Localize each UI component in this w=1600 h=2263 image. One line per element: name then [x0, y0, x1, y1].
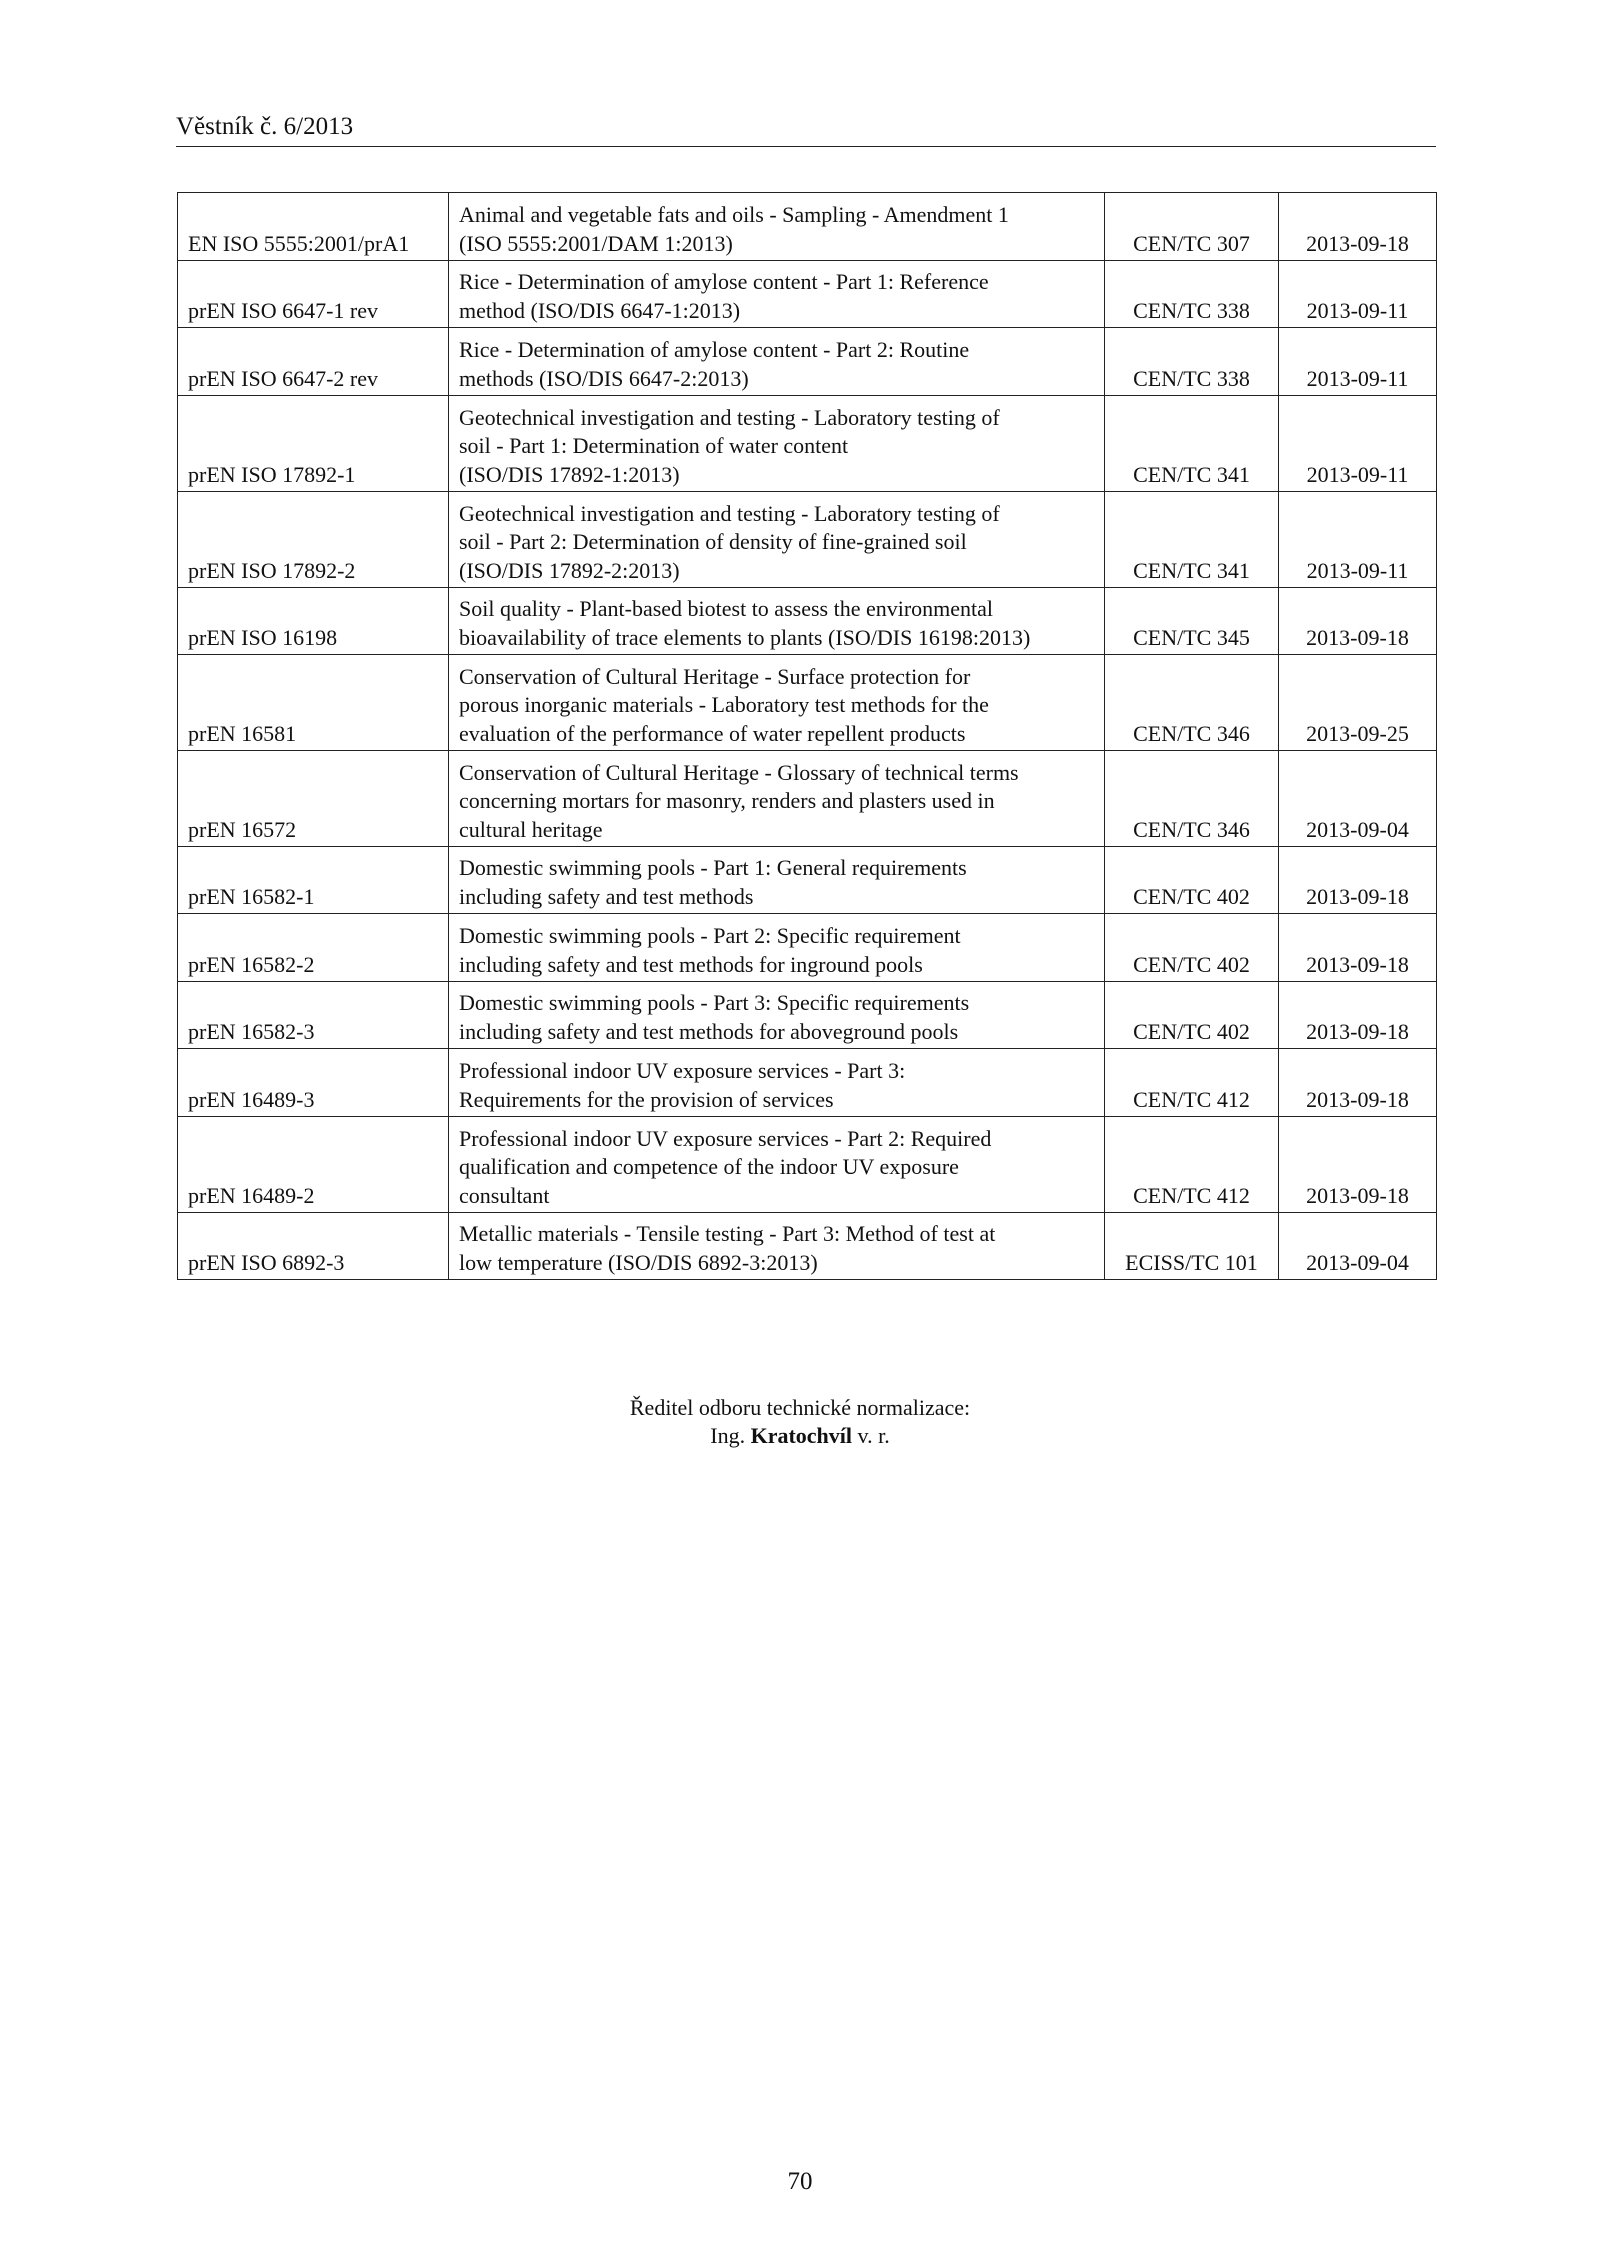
- table-row: [178, 914, 1437, 982]
- standard-code-cell: prEN ISO 17892-1: [178, 396, 449, 492]
- standard-title-cell: Rice - Determination of amylose content - Part 2: Routine methods (ISO/DIS 6647-2:2013): [449, 328, 1105, 396]
- signature-role: Ředitel odboru technické normalizace:: [629, 1395, 971, 1420]
- table-row: [178, 492, 1437, 588]
- standard-title-cell: Soil quality - Plant-based biotest to assess the environmental bioavailability of trace elements to plants (ISO/DIS 16198:2013): [449, 588, 1105, 655]
- table-row: [178, 328, 1437, 396]
- page-number: 70: [787, 2168, 813, 2195]
- table-row: [178, 1117, 1437, 1213]
- table-row: [178, 655, 1437, 751]
- date-cell: 2013-09-25: [1279, 655, 1437, 751]
- date-cell: 2013-09-18: [1279, 914, 1437, 982]
- standard-title-cell: Metallic materials - Tensile testing - Part 3: Method of test at low temperature (ISO/DIS 6892-3:2013): [449, 1213, 1105, 1280]
- standard-code-cell: prEN 16572: [178, 751, 449, 847]
- committee-cell: CEN/TC 402: [1105, 982, 1279, 1049]
- date-cell: 2013-09-18: [1279, 847, 1437, 914]
- standard-title-cell: Domestic swimming pools - Part 3: Specific requirements including safety and test methods for aboveground pools: [449, 982, 1105, 1049]
- standard-code-cell: prEN ISO 6892-3: [178, 1213, 449, 1280]
- standard-title-cell: Domestic swimming pools - Part 1: General requirements including safety and test methods: [449, 847, 1105, 914]
- date-cell: 2013-09-11: [1279, 261, 1437, 328]
- committee-cell: CEN/TC 412: [1105, 1117, 1279, 1213]
- standard-code-cell: prEN 16581: [178, 655, 449, 751]
- committee-cell: CEN/TC 341: [1105, 492, 1279, 588]
- date-cell: 2013-09-11: [1279, 328, 1437, 396]
- committee-cell: CEN/TC 341: [1105, 396, 1279, 492]
- standard-title-cell: Conservation of Cultural Heritage - Surface protection for porous inorganic materials - Laboratory test methods for the evaluation of the performance of water repellent products: [449, 655, 1105, 751]
- date-cell: 2013-09-18: [1279, 1117, 1437, 1213]
- standard-title-cell: Geotechnical investigation and testing - Laboratory testing of soil - Part 1: Determination of water content (ISO/DIS 17892-1:2013): [449, 396, 1105, 492]
- standard-code-cell: prEN ISO 16198: [178, 588, 449, 655]
- committee-cell: CEN/TC 402: [1105, 847, 1279, 914]
- date-cell: 2013-09-11: [1279, 396, 1437, 492]
- table-row: [178, 261, 1437, 328]
- table-row: [178, 588, 1437, 655]
- date-cell: 2013-09-04: [1279, 751, 1437, 847]
- standard-code-cell: EN ISO 5555:2001/prA1: [178, 193, 449, 261]
- standards-table-body: [178, 193, 1437, 1280]
- committee-cell: CEN/TC 338: [1105, 261, 1279, 328]
- committee-cell: CEN/TC 346: [1105, 655, 1279, 751]
- standard-title-cell: Professional indoor UV exposure services - Part 3: Requirements for the provision of services: [449, 1049, 1105, 1117]
- date-cell: 2013-09-18: [1279, 588, 1437, 655]
- signature-block: [0, 1394, 1600, 1450]
- table-row: [178, 1213, 1437, 1280]
- standard-code-cell: prEN ISO 17892-2: [178, 492, 449, 588]
- date-cell: 2013-09-18: [1279, 1049, 1437, 1117]
- committee-cell: CEN/TC 412: [1105, 1049, 1279, 1117]
- committee-cell: CEN/TC 346: [1105, 751, 1279, 847]
- committee-cell: ECISS/TC 101: [1105, 1213, 1279, 1280]
- standard-code-cell: prEN 16489-3: [178, 1049, 449, 1117]
- standard-code-cell: prEN ISO 6647-1 rev: [178, 261, 449, 328]
- standard-title-cell: Rice - Determination of amylose content - Part 1: Reference method (ISO/DIS 6647-1:2013): [449, 261, 1105, 328]
- standard-title-cell: Professional indoor UV exposure services - Part 2: Required qualification and competence of the indoor UV exposure consultant: [449, 1117, 1105, 1213]
- date-cell: 2013-09-04: [1279, 1213, 1437, 1280]
- standard-code-cell: prEN 16582-2: [178, 914, 449, 982]
- standard-code-cell: prEN 16489-2: [178, 1117, 449, 1213]
- signature-prefix: Ing.: [710, 1423, 746, 1448]
- committee-cell: CEN/TC 307: [1105, 193, 1279, 261]
- table-row: [178, 751, 1437, 847]
- signature-suffix: v. r.: [857, 1423, 890, 1448]
- header-rule: [176, 146, 1436, 147]
- table-row: [178, 396, 1437, 492]
- committee-cell: CEN/TC 338: [1105, 328, 1279, 396]
- standard-title-cell: Geotechnical investigation and testing - Laboratory testing of soil - Part 2: Determination of density of fine-grained soil (ISO/DIS 17892-2:2013): [449, 492, 1105, 588]
- committee-cell: CEN/TC 345: [1105, 588, 1279, 655]
- committee-cell: CEN/TC 402: [1105, 914, 1279, 982]
- standard-code-cell: prEN 16582-1: [178, 847, 449, 914]
- page-header-title: Věstník č. 6/2013: [176, 113, 354, 140]
- standard-title-cell: Conservation of Cultural Heritage - Glossary of technical terms concerning mortars for masonry, renders and plasters used in cultural heritage: [449, 751, 1105, 847]
- table-row: [178, 1049, 1437, 1117]
- standard-code-cell: prEN ISO 6647-2 rev: [178, 328, 449, 396]
- signature-line: [0, 1422, 1600, 1450]
- table-row: [178, 982, 1437, 1049]
- date-cell: 2013-09-11: [1279, 492, 1437, 588]
- table-row: [178, 847, 1437, 914]
- signature-name: Kratochvíl: [750, 1423, 853, 1448]
- date-cell: 2013-09-18: [1279, 982, 1437, 1049]
- date-cell: 2013-09-18: [1279, 193, 1437, 261]
- standard-code-cell: prEN 16582-3: [178, 982, 449, 1049]
- standards-table: [177, 192, 1437, 1280]
- standard-title-cell: Animal and vegetable fats and oils - Sampling - Amendment 1 (ISO 5555:2001/DAM 1:2013): [449, 193, 1105, 261]
- table-row: [178, 193, 1437, 261]
- standard-title-cell: Domestic swimming pools - Part 2: Specific requirement including safety and test methods for inground pools: [449, 914, 1105, 982]
